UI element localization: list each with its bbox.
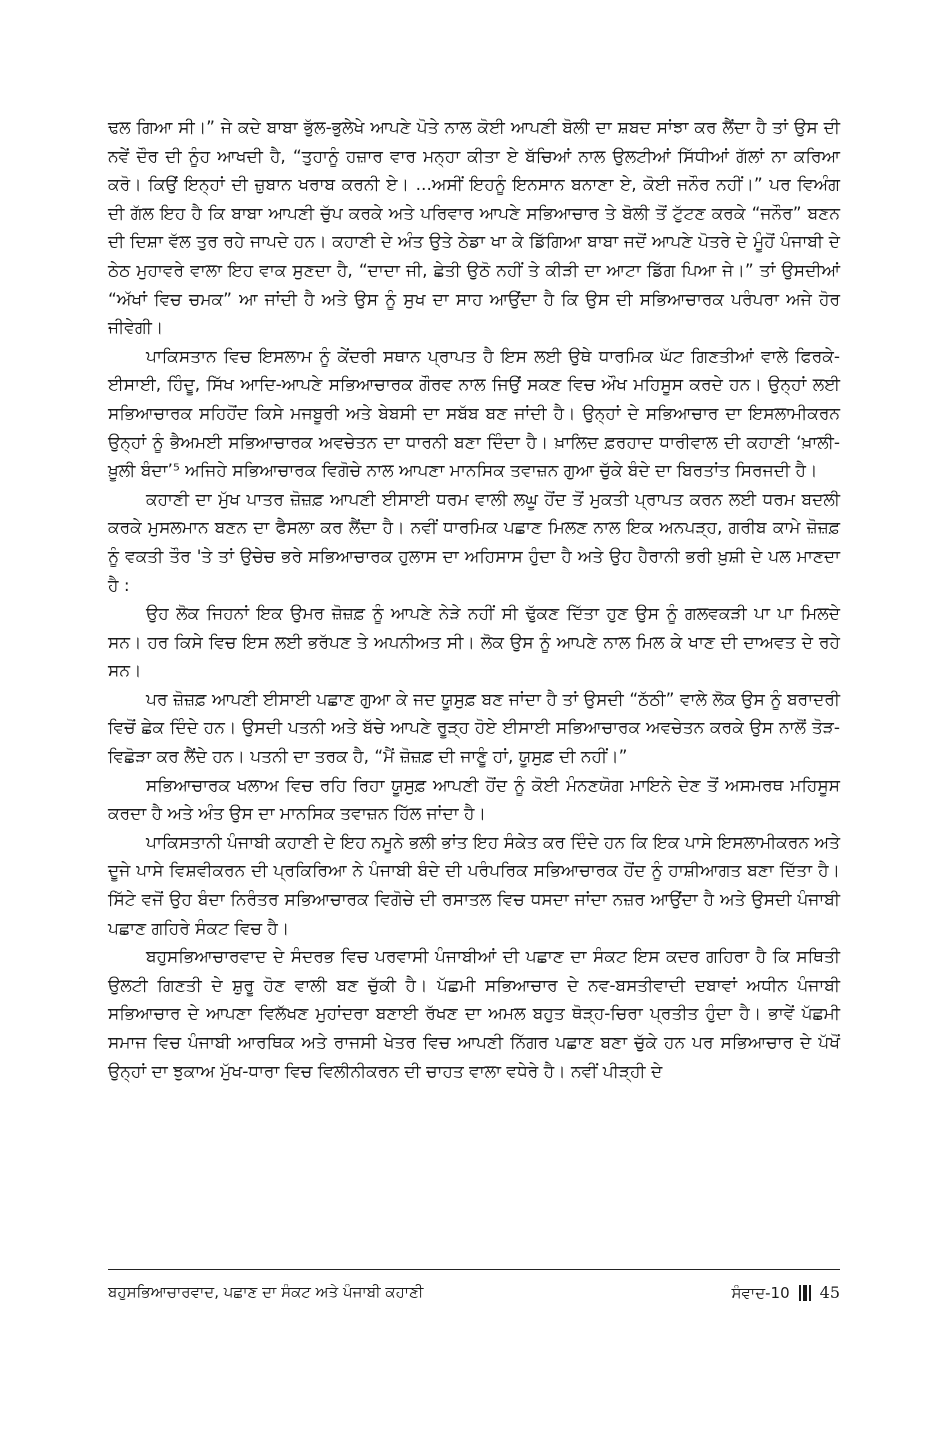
footer-journal-block [732, 1283, 840, 1302]
page-footer [108, 1269, 840, 1310]
separator-bars-icon [799, 1285, 811, 1301]
page-body [108, 114, 840, 1086]
paragraph-7: ਬਹੁਸਭਿਆਚਾਰਵਾਦ ਦੇ ਸੰਦਰਭ ਵਿਚ ਪਰਵਾਸੀ ਪੰਜਾਬੀਆਂ ਦੀ ਪਛਾਣ ਦਾ ਸੰਕਟ ਇਸ ਕਦਰ ਗਹਿਰਾ ਹੈ ਕਿ ਸਥਿਤੀ ਉਲਟੀ ਗਿਣਤੀ ਦੇ ਸ਼ੁਰੂ ਹੋਣ ਵਾਲੀ ਬਣ ਚੁੱਕੀ ਹੈ। ਪੱਛਮੀ ਸਭਿਆਚਾਰ ਦੇ ਨਵ-ਬਸਤੀਵਾਦੀ ਦਬਾਵਾਂ ਅਧੀਨ ਪੰਜਾਬੀ ਸਭਿਆਚਾਰ ਦੇ ਆਪਣਾ ਵਿਲੱਖਣ ਮੁਹਾਂਦਰਾ ਬਣਾਈ ਰੱਖਣ ਦਾ ਅਮਲ ਬਹੁਤ ਥੋੜ੍ਹ-ਚਿਰਾ ਪ੍ਰਤੀਤ ਹੁੰਦਾ ਹੈ। ਭਾਵੇਂ ਪੱਛਮੀ ਸਮਾਜ ਵਿਚ ਪੰਜਾਬੀ ਆਰਥਿਕ ਅਤੇ ਰਾਜਸੀ ਖੇਤਰ ਵਿਚ ਆਪਣੀ ਨਿੱਗਰ ਪਛਾਣ ਬਣਾ ਚੁੱਕੇ ਹਨ ਪਰ ਸਭਿਆਚਾਰ ਦੇ ਪੱਖੋਂ ਉਨ੍ਹਾਂ ਦਾ ਝੁਕਾਅ ਮੁੱਖ-ਧਾਰਾ ਵਿਚ ਵਿਲੀਨੀਕਰਨ ਦੀ ਚਾਹਤ ਵਾਲਾ ਵਧੇਰੇ ਹੈ। ਨਵੀਂ ਪੀੜ੍ਹੀ ਦੇ [108, 947, 840, 1082]
paragraph-4: ਪਰ ਜ਼ੋਜ਼ਫ਼ ਆਪਣੀ ਈਸਾਈ ਪਛਾਣ ਗੁਆ ਕੇ ਜਦ ਯੂਸੁਫ਼ ਬਣ ਜਾਂਦਾ ਹੈ ਤਾਂ ਉਸਦੀ “ਠੱਠੀ” ਵਾਲੇ ਲੋਕ ਉਸ ਨੂੰ ਬਰਾਦਰੀ ਵਿਚੋਂ ਛੇਕ ਦਿੰਦੇ ਹਨ। ਉਸਦੀ ਪਤਨੀ ਅਤੇ ਬੱਚੇ ਆਪਣੇ ਰੂੜ੍ਹ ਹੋਏ ਈਸਾਈ ਸਭਿਆਚਾਰਕ ਅਵਚੇਤਨ ਕਰਕੇ ਉਸ ਨਾਲੋਂ ਤੋੜ-ਵਿਛੋੜਾ ਕਰ ਲੈਂਦੇ ਹਨ। ਪਤਨੀ ਦਾ ਤਰਕ ਹੈ, “ਮੈਂ ਜ਼ੋਜ਼ਫ਼ ਦੀ ਜਾਣੂੰ ਹਾਂ, ਯੂਸੁਫ਼ ਦੀ ਨਹੀਂ।” [108, 689, 840, 768]
paragraph-1: ਢਲ ਗਿਆ ਸੀ।” ਜੇ ਕਦੇ ਬਾਬਾ ਭੁੱਲ-ਭੁਲੇਖੇ ਆਪਣੇ ਪੋਤੇ ਨਾਲ ਕੋਈ ਆਪਣੀ ਬੋਲੀ ਦਾ ਸ਼ਬਦ ਸਾਂਝਾ ਕਰ ਲੈਂਦਾ ਹੈ ਤਾਂ ਉਸ ਦੀ ਨਵੇਂ ਦੌਰ ਦੀ ਨੂੰਹ ਆਖਦੀ ਹੈ, “ਤੁਹਾਨੂੰ ਹਜ਼ਾਰ ਵਾਰ ਮਨ੍ਹਾ ਕੀਤਾ ਏ ਬੱਚਿਆਂ ਨਾਲ ਉਲਟੀਆਂ ਸਿੱਧੀਆਂ ਗੱਲਾਂ ਨਾ ਕਰਿਆ ਕਰੋ। ਕਿਉਂ ਇਨ੍ਹਾਂ ਦੀ ਜ਼ੁਬਾਨ ਖਰਾਬ ਕਰਨੀ ਏ। ...ਅਸੀਂ ਇਹਨੂੰ ਇਨਸਾਨ ਬਨਾਣਾ ਏ, ਕੋਈ ਜਨੌਰ ਨਹੀਂ।” ਪਰ ਵਿਅੰਗ ਦੀ ਗੱਲ ਇਹ ਹੈ ਕਿ ਬਾਬਾ ਆਪਣੀ ਚੁੱਪ ਕਰਕੇ ਅਤੇ ਪਰਿਵਾਰ ਆਪਣੇ ਸਭਿਆਚਾਰ ਤੇ ਬੋਲੀ ਤੋਂ ਟੁੱਟਣ ਕਰਕੇ “ਜਨੌਰ” ਬਣਨ ਦੀ ਦਿਸ਼ਾ ਵੱਲ ਤੁਰ ਰਹੇ ਜਾਪਦੇ ਹਨ। ਕਹਾਣੀ ਦੇ ਅੰਤ ਉਤੇ ਠੇਡਾ ਖਾ ਕੇ ਡਿੱਗਿਆ ਬਾਬਾ ਜਦੋਂ ਆਪਣੇ ਪੋਤਰੇ ਦੇ ਮੂੰਹੋਂ ਪੰਜਾਬੀ ਦੇ ਠੇਠ ਮੁਹਾਵਰੇ ਵਾਲਾ ਇਹ ਵਾਕ ਸੁਣਦਾ ਹੈ, “ਦਾਦਾ ਜੀ, ਛੇਤੀ ਉਠੋ ਨਹੀਂ ਤੇ ਕੀੜੀ ਦਾ ਆਟਾ ਡਿੱਗ ਪਿਆ ਜੇ।” ਤਾਂ ਉਸਦੀਆਂ “ਅੱਖਾਂ ਵਿਚ ਚਮਕ” ਆ ਜਾਂਦੀ ਹੈ ਅਤੇ ਉਸ ਨੂੰ ਸੁਖ ਦਾ ਸਾਹ ਆਉਂਦਾ ਹੈ ਕਿ ਉਸ ਦੀ ਸਭਿਆਚਾਰਕ ਪਰੰਪਰਾ ਅਜੇ ਹੋਰ ਜੀਵੇਗੀ। [108, 118, 840, 339]
paragraph-2: ਪਾਕਿਸਤਾਨ ਵਿਚ ਇਸਲਾਮ ਨੂੰ ਕੇਂਦਰੀ ਸਥਾਨ ਪ੍ਰਾਪਤ ਹੈ ਇਸ ਲਈ ਉਥੇ ਧਾਰਮਿਕ ਘੱਟ ਗਿਣਤੀਆਂ ਵਾਲੇ ਫਿਰਕੇ-ਈਸਾਈ, ਹਿੰਦੂ, ਸਿੱਖ ਆਦਿ-ਆਪਣੇ ਸਭਿਆਚਾਰਕ ਗੌਰਵ ਨਾਲ ਜਿਉਂ ਸਕਣ ਵਿਚ ਔਖ ਮਹਿਸੂਸ ਕਰਦੇ ਹਨ। ਉਨ੍ਹਾਂ ਲਈ ਸਭਿਆਚਾਰਕ ਸਹਿਹੋਂਦ ਕਿਸੇ ਮਜਬੂਰੀ ਅਤੇ ਬੇਬਸੀ ਦਾ ਸਬੱਬ ਬਣ ਜਾਂਦੀ ਹੈ। ਉਨ੍ਹਾਂ ਦੇ ਸਭਿਆਚਾਰ ਦਾ ਇਸਲਾਮੀਕਰਨ ਉਨ੍ਹਾਂ ਨੂੰ ਭੈਅਮਈ ਸਭਿਆਚਾਰਕ ਅਵਚੇਤਨ ਦਾ ਧਾਰਨੀ ਬਣਾ ਦਿੰਦਾ ਹੈ। ਖ਼ਾਲਿਦ ਫ਼ਰਹਾਦ ਧਾਰੀਵਾਲ ਦੀ ਕਹਾਣੀ ‘ਖ਼ਾਲੀ-ਖ਼ੂਲੀ ਬੰਦਾ’⁵ ਅਜਿਹੇ ਸਭਿਆਚਾਰਕ ਵਿਗੋਚੇ ਨਾਲ ਆਪਣਾ ਮਾਨਸਿਕ ਤਵਾਜ਼ਨ ਗੁਆ ਚੁੱਕੇ ਬੰਦੇ ਦਾ ਬਿਰਤਾਂਤ ਸਿਰਜਦੀ ਹੈ। [108, 346, 840, 482]
journal-name: ਸੰਵਾਦ-10 [731, 1283, 790, 1302]
paragraph-6: ਪਾਕਿਸਤਾਨੀ ਪੰਜਾਬੀ ਕਹਾਣੀ ਦੇ ਇਹ ਨਮੂਨੇ ਭਲੀ ਭਾਂਤ ਇਹ ਸੰਕੇਤ ਕਰ ਦਿੰਦੇ ਹਨ ਕਿ ਇਕ ਪਾਸੇ ਇਸਲਾਮੀਕਰਨ ਅਤੇ ਦੂਜੇ ਪਾਸੇ ਵਿਸ਼ਵੀਕਰਨ ਦੀ ਪ੍ਰਕਿਰਿਆ ਨੇ ਪੰਜਾਬੀ ਬੰਦੇ ਦੀ ਪਰੰਪਰਿਕ ਸਭਿਆਚਾਰਕ ਹੋਂਦ ਨੂੰ ਹਾਸ਼ੀਆਗਤ ਬਣਾ ਦਿੱਤਾ ਹੈ। ਸਿੱਟੇ ਵਜੋਂ ਉਹ ਬੰਦਾ ਨਿਰੰਤਰ ਸਭਿਆਚਾਰਕ ਵਿਗੋਚੇ ਦੀ ਰਸਾਤਲ ਵਿਚ ਧਸਦਾ ਜਾਂਦਾ ਨਜ਼ਰ ਆਉਂਦਾ ਹੈ ਅਤੇ ਉਸਦੀ ਪੰਜਾਬੀ ਪਛਾਣ ਗਹਿਰੇ ਸੰਕਟ ਵਿਚ ਹੈ। [108, 832, 841, 939]
paragraph-5: ਸਭਿਆਚਾਰਕ ਖਲਾਅ ਵਿਚ ਰਹਿ ਰਿਹਾ ਯੂਸੁਫ਼ ਆਪਣੀ ਹੋਂਦ ਨੂੰ ਕੋਈ ਮੰਨਣਯੋਗ ਮਾਇਨੇ ਦੇਣ ਤੋਂ ਅਸਮਰਥ ਮਹਿਸੂਸ ਕਰਦਾ ਹੈ ਅਤੇ ਅੰਤ ਉਸ ਦਾ ਮਾਨਸਿਕ ਤਵਾਜ਼ਨ ਹਿੱਲ ਜਾਂਦਾ ਹੈ। [108, 775, 840, 825]
page-number: 45 [819, 1283, 840, 1302]
paragraph-3: ਕਹਾਣੀ ਦਾ ਮੁੱਖ ਪਾਤਰ ਜ਼ੋਜ਼ਫ਼ ਆਪਣੀ ਈਸਾਈ ਧਰਮ ਵਾਲੀ ਲਘੂ ਹੋਂਦ ਤੋਂ ਮੁਕਤੀ ਪ੍ਰਾਪਤ ਕਰਨ ਲਈ ਧਰਮ ਬਦਲੀ ਕਰਕੇ ਮੁਸਲਮਾਨ ਬਣਨ ਦਾ ਫੈਸਲਾ ਕਰ ਲੈਂਦਾ ਹੈ। ਨਵੀਂ ਧਾਰਮਿਕ ਪਛਾਣ ਮਿਲਣ ਨਾਲ ਇਕ ਅਨਪੜ੍ਹ, ਗਰੀਬ ਕਾਮੇ ਜ਼ੋਜ਼ਫ਼ ਨੂੰ ਵਕਤੀ ਤੌਰ 'ਤੇ ਤਾਂ ਉਚੇਚ ਭਰੇ ਸਭਿਆਚਾਰਕ ਹੁਲਾਸ ਦਾ ਅਹਿਸਾਸ ਹੁੰਦਾ ਹੈ ਅਤੇ ਉਹ ਹੈਰਾਨੀ ਭਰੀ ਖ਼ੁਸ਼ੀ ਦੇ ਪਲ ਮਾਣਦਾ ਹੈ : [108, 489, 840, 596]
block-quote-1: ਉਹ ਲੋਕ ਜਿਹਨਾਂ ਇਕ ਉਮਰ ਜ਼ੋਜ਼ਫ਼ ਨੂੰ ਆਪਣੇ ਨੇੜੇ ਨਹੀਂ ਸੀ ਢੁੱਕਣ ਦਿੱਤਾ ਹੁਣ ਉਸ ਨੂੰ ਗਲਵਕੜੀ ਪਾ ਪਾ ਮਿਲਦੇ ਸਨ। ਹਰ ਕਿਸੇ ਵਿਚ ਇਸ ਲਈ ਭਰੱਪਣ ਤੇ ਅਪਨੀਅਤ ਸੀ। ਲੋਕ ਉਸ ਨੂੰ ਆਪਣੇ ਨਾਲ ਮਿਲ ਕੇ ਖਾਣ ਦੀ ਦਾਅਵਤ ਦੇ ਰਹੇ ਸਨ। [108, 604, 840, 682]
running-title: ਬਹੁਸਭਿਆਚਾਰਵਾਦ, ਪਛਾਣ ਦਾ ਸੰਕਟ ਅਤੇ ਪੰਜਾਬੀ ਕਹਾਣੀ [108, 1283, 424, 1301]
